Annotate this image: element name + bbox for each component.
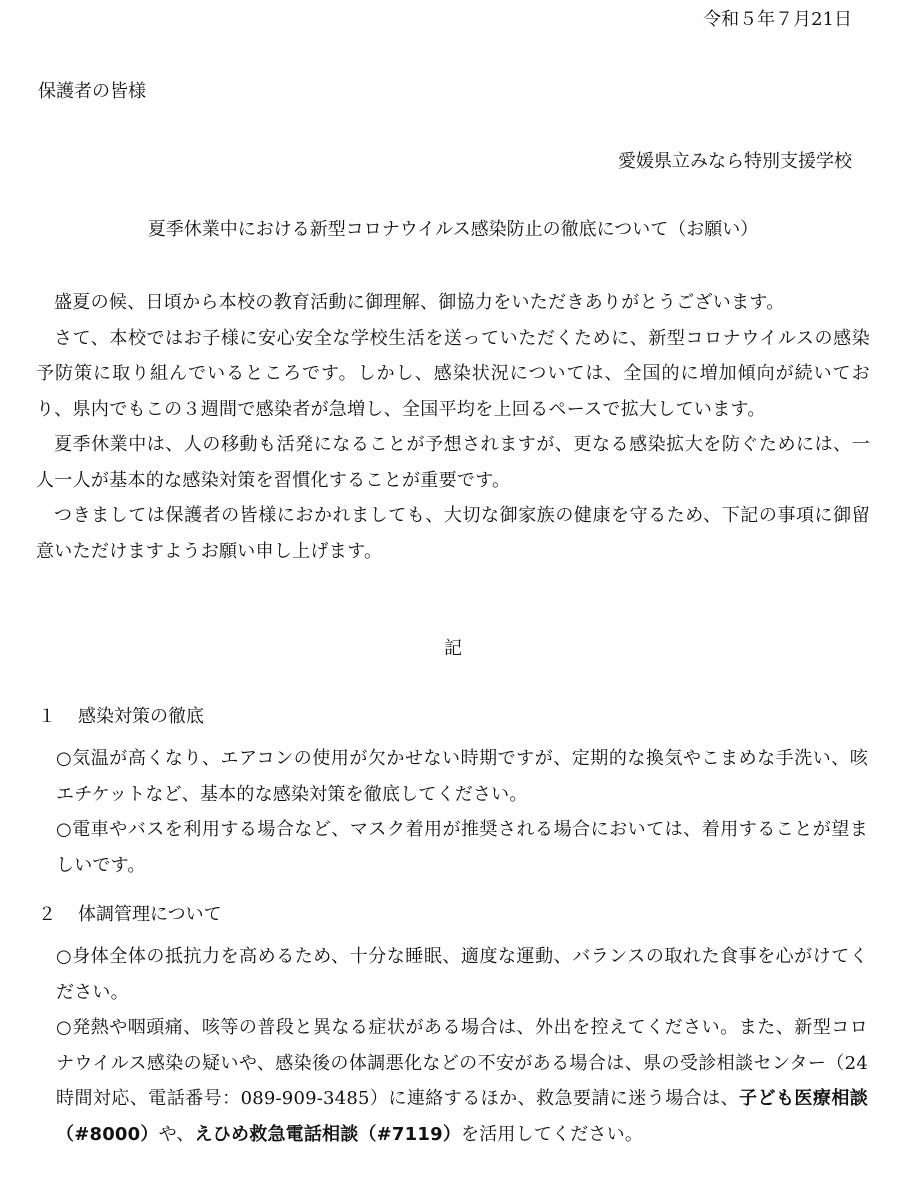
section-number: １ [38, 706, 56, 727]
list-item: ○身体全体の抵抗力を高めるため、十分な睡眠、適度な運動、バランスの取れた食事を心がけてください。 [56, 946, 868, 1003]
section-heading [38, 705, 868, 741]
section-heading [38, 903, 868, 939]
intro-paragraph-summer: 夏季休業中は、人の移動も活発になることが予想されますが、更なる感染拡大を防ぐためには、一人一人が基本的な感染対策を習慣化することが重要です。 [36, 434, 870, 491]
intro-paragraph-situation: さて、本校ではお子様に安心安全な学校生活を送っていただくために、新型コロナウイルスの感染予防策に取り組んでいるところです。しかし、感染状況については、全国的に増加傾向が続いており、県内でもこの３週間で感染者が急増し、全国平均を上回るペースで拡大しています。 [36, 327, 870, 420]
section-title: 体調管理について [78, 904, 222, 925]
consultation-text-middle: や、 [158, 1123, 195, 1145]
list-item: ○電車やバスを利用する場合など、マスク着用が推奨される場合においては、着用することが望ましいです。 [56, 819, 868, 876]
intro-body [36, 285, 870, 569]
ehime-emergency-consultation: えひめ救急電話相談（#7119） [194, 1123, 462, 1145]
section-infection-control [38, 705, 868, 883]
document-title: 夏季休業中における新型コロナウイルス感染防止の徹底について（お願い） [147, 219, 759, 240]
list-item-consultation [56, 1010, 868, 1152]
section-health-management [38, 903, 868, 1152]
list-item: ○気温が高くなり、エアコンの使用が欠かせない時期ですが、定期的な換気やこまめな手洗い、咳エチケットなど、基本的な感染対策を徹底してください。 [56, 748, 868, 805]
ki-heading: 記 [444, 638, 462, 659]
intro-paragraph-request: つきましては保護者の皆様におかれましても、大切な御家族の健康を守るため、下記の事項に御留意いただけますようお願い申し上げます。 [36, 505, 870, 562]
consultation-text-after: を活用してください。 [461, 1123, 644, 1145]
sender-school: 愛媛県立みなら特別支援学校 [618, 151, 852, 172]
section-title: 感染対策の徹底 [78, 706, 204, 727]
section-number: ２ [38, 904, 56, 925]
consultation-text-before: ○発熱や咽頭痛、咳等の普段と異なる症状がある場合は、外出を控えてください。また、新型コロナウイルス感染の疑いや、感染後の体調悪化などの不安がある場合は、県の受診相談センター（24時間対応、電話番号：089-909-3485）に連絡するほか、救急要請に迷う場合は、 [56, 1017, 868, 1109]
document-date: 令和５年７月21日 [703, 9, 852, 30]
intro-paragraph-greeting: 盛夏の候、日頃から本校の教育活動に御理解、御協力をいただきありがとうございます。 [54, 292, 785, 313]
addressee: 保護者の皆様 [38, 81, 146, 102]
child-medical-consultation: 子ども医療相談（#8000） [56, 1088, 868, 1145]
